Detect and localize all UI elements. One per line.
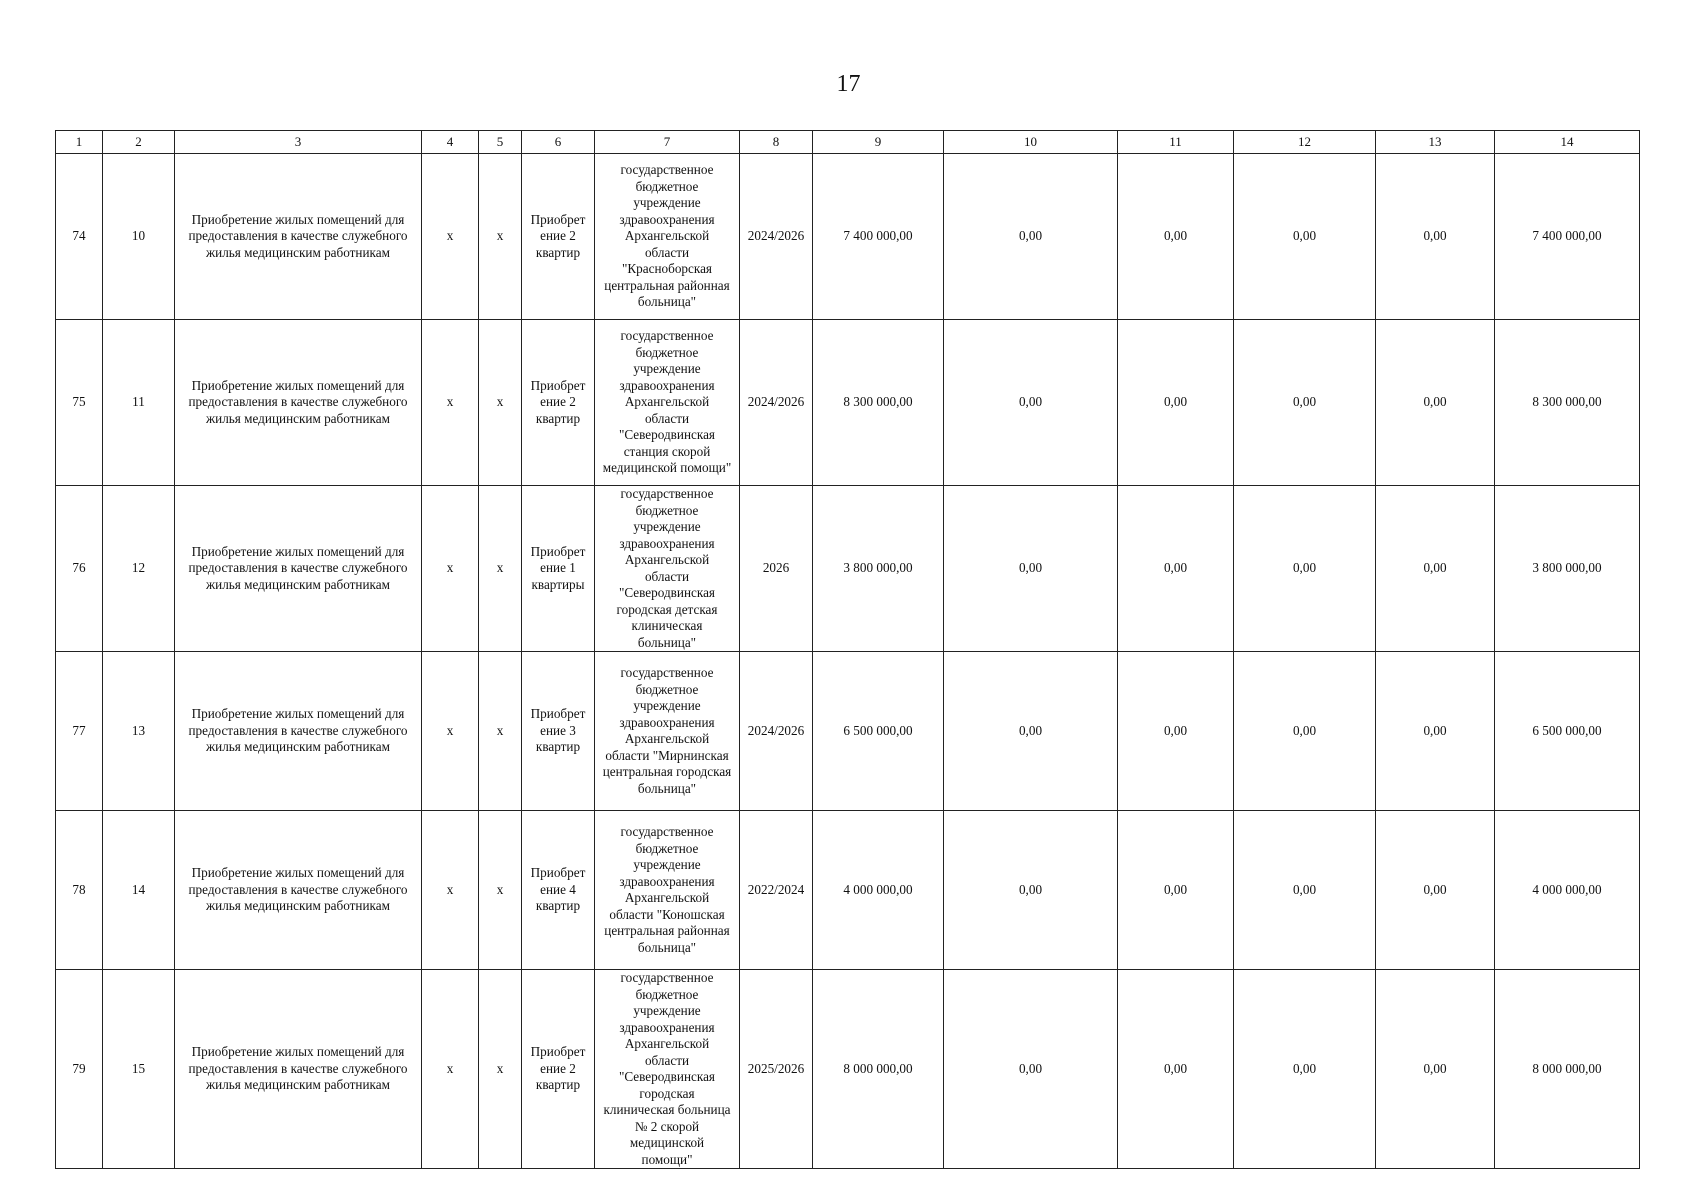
amount-cell: 0,00 <box>1118 486 1234 652</box>
period-cell: 2026 <box>740 486 813 652</box>
row-number: 76 <box>56 486 103 652</box>
row-number: 75 <box>56 320 103 486</box>
total-cell: 8 300 000,00 <box>1495 320 1640 486</box>
cell-col-4: х <box>422 811 479 970</box>
row-number: 77 <box>56 652 103 811</box>
table-row <box>56 320 1640 486</box>
total-cell: 8 000 000,00 <box>1495 970 1640 1169</box>
amount-cell: 0,00 <box>944 154 1118 320</box>
cell-col-5: х <box>479 811 522 970</box>
table-row <box>56 652 1640 811</box>
column-header-8: 8 <box>740 131 813 154</box>
purchase-cell: Приобрет ение 2 квартир <box>522 154 595 320</box>
cell-col-4: х <box>422 486 479 652</box>
item-number: 15 <box>103 970 175 1169</box>
column-header-13: 13 <box>1376 131 1495 154</box>
cell-col-5: х <box>479 154 522 320</box>
amount-cell: 0,00 <box>1118 154 1234 320</box>
description-cell: Приобретение жилых помещений для предоставления в качестве служебного жилья медицинским работникам <box>175 320 422 486</box>
period-cell: 2025/2026 <box>740 970 813 1169</box>
total-cell: 4 000 000,00 <box>1495 811 1640 970</box>
cell-col-4: х <box>422 154 479 320</box>
cell-col-4: х <box>422 652 479 811</box>
item-number: 10 <box>103 154 175 320</box>
description-cell: Приобретение жилых помещений для предоставления в качестве служебного жилья медицинским работникам <box>175 970 422 1169</box>
table-row <box>56 970 1640 1169</box>
column-header-3: 3 <box>175 131 422 154</box>
description-cell: Приобретение жилых помещений для предоставления в качестве служебного жилья медицинским работникам <box>175 652 422 811</box>
organization-cell: государственное бюджетное учреждение здравоохранения Архангельской области "Северодвинская станция скорой медицинской помощи" <box>595 320 740 486</box>
amount-cell: 0,00 <box>1376 652 1495 811</box>
amount-cell: 0,00 <box>1234 811 1376 970</box>
row-number: 78 <box>56 811 103 970</box>
column-header-6: 6 <box>522 131 595 154</box>
amount-cell: 0,00 <box>944 320 1118 486</box>
amount-cell: 7 400 000,00 <box>813 154 944 320</box>
purchase-cell: Приобрет ение 2 квартир <box>522 970 595 1169</box>
item-number: 11 <box>103 320 175 486</box>
column-header-10: 10 <box>944 131 1118 154</box>
period-cell: 2024/2026 <box>740 320 813 486</box>
amount-cell: 4 000 000,00 <box>813 811 944 970</box>
amount-cell: 8 000 000,00 <box>813 970 944 1169</box>
amount-cell: 3 800 000,00 <box>813 486 944 652</box>
amount-cell: 0,00 <box>1118 970 1234 1169</box>
organization-cell: государственное бюджетное учреждение здравоохранения Архангельской области "Северодвинская городская детская клиническая больница" <box>595 486 740 652</box>
header-row <box>56 131 1640 154</box>
item-number: 14 <box>103 811 175 970</box>
purchase-cell: Приобрет ение 2 квартир <box>522 320 595 486</box>
page-number: 17 <box>836 71 861 97</box>
amount-cell: 0,00 <box>1376 811 1495 970</box>
program-table <box>55 130 1640 1169</box>
amount-cell: 0,00 <box>944 486 1118 652</box>
table-row <box>56 811 1640 970</box>
amount-cell: 0,00 <box>1234 486 1376 652</box>
cell-col-4: х <box>422 320 479 486</box>
amount-cell: 0,00 <box>1234 970 1376 1169</box>
amount-cell: 8 300 000,00 <box>813 320 944 486</box>
purchase-cell: Приобрет ение 1 квартиры <box>522 486 595 652</box>
cell-col-4: х <box>422 970 479 1169</box>
purchase-cell: Приобрет ение 3 квартир <box>522 652 595 811</box>
amount-cell: 0,00 <box>1118 320 1234 486</box>
column-header-11: 11 <box>1118 131 1234 154</box>
period-cell: 2022/2024 <box>740 811 813 970</box>
period-cell: 2024/2026 <box>740 652 813 811</box>
cell-col-5: х <box>479 652 522 811</box>
total-cell: 3 800 000,00 <box>1495 486 1640 652</box>
amount-cell: 6 500 000,00 <box>813 652 944 811</box>
row-number: 74 <box>56 154 103 320</box>
column-header-5: 5 <box>479 131 522 154</box>
column-header-1: 1 <box>56 131 103 154</box>
period-cell: 2024/2026 <box>740 154 813 320</box>
total-cell: 6 500 000,00 <box>1495 652 1640 811</box>
item-number: 13 <box>103 652 175 811</box>
cell-col-5: х <box>479 320 522 486</box>
cell-col-5: х <box>479 486 522 652</box>
amount-cell: 0,00 <box>944 652 1118 811</box>
cell-col-5: х <box>479 970 522 1169</box>
table-row <box>56 486 1640 652</box>
column-header-14: 14 <box>1495 131 1640 154</box>
column-header-4: 4 <box>422 131 479 154</box>
row-number: 79 <box>56 970 103 1169</box>
organization-cell: государственное бюджетное учреждение здравоохранения Архангельской области "Коношская центральная районная больница" <box>595 811 740 970</box>
organization-cell: государственное бюджетное учреждение здравоохранения Архангельской области "Мирнинская центральная городская больница" <box>595 652 740 811</box>
organization-cell: государственное бюджетное учреждение здравоохранения Архангельской области "Северодвинская городская клиническая больница № 2 скорой медицинской помощи" <box>595 970 740 1169</box>
description-cell: Приобретение жилых помещений для предоставления в качестве служебного жилья медицинским работникам <box>175 811 422 970</box>
description-cell: Приобретение жилых помещений для предоставления в качестве служебного жилья медицинским работникам <box>175 486 422 652</box>
amount-cell: 0,00 <box>944 811 1118 970</box>
amount-cell: 0,00 <box>1376 486 1495 652</box>
purchase-cell: Приобрет ение 4 квартир <box>522 811 595 970</box>
item-number: 12 <box>103 486 175 652</box>
table-row <box>56 154 1640 320</box>
amount-cell: 0,00 <box>1376 970 1495 1169</box>
amount-cell: 0,00 <box>944 970 1118 1169</box>
organization-cell: государственное бюджетное учреждение здравоохранения Архангельской области "Красноборская центральная районная больница" <box>595 154 740 320</box>
description-cell: Приобретение жилых помещений для предоставления в качестве служебного жилья медицинским работникам <box>175 154 422 320</box>
amount-cell: 0,00 <box>1118 811 1234 970</box>
column-header-12: 12 <box>1234 131 1376 154</box>
amount-cell: 0,00 <box>1234 320 1376 486</box>
amount-cell: 0,00 <box>1118 652 1234 811</box>
amount-cell: 0,00 <box>1376 320 1495 486</box>
total-cell: 7 400 000,00 <box>1495 154 1640 320</box>
amount-cell: 0,00 <box>1234 652 1376 811</box>
amount-cell: 0,00 <box>1376 154 1495 320</box>
column-header-9: 9 <box>813 131 944 154</box>
amount-cell: 0,00 <box>1234 154 1376 320</box>
column-header-2: 2 <box>103 131 175 154</box>
column-header-7: 7 <box>595 131 740 154</box>
